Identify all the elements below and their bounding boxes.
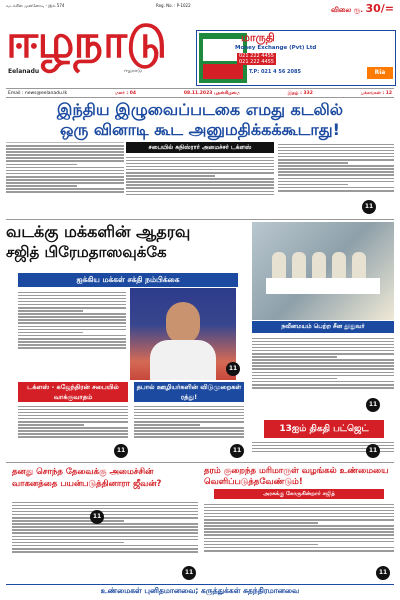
text-line bbox=[126, 194, 274, 196]
page-ref-badge[interactable]: 11 bbox=[230, 444, 244, 458]
text-line bbox=[18, 347, 126, 349]
text-line bbox=[12, 548, 198, 550]
story-text-postal bbox=[134, 404, 244, 458]
speaker-photo bbox=[130, 288, 236, 380]
text-line bbox=[252, 350, 394, 352]
text-line bbox=[278, 165, 394, 167]
text-line bbox=[204, 519, 394, 521]
text-line bbox=[134, 427, 244, 429]
text-line bbox=[18, 406, 128, 408]
text-line bbox=[6, 164, 77, 166]
lead-headline[interactable] bbox=[6, 100, 394, 140]
text-line bbox=[278, 153, 394, 155]
page-ref-badge[interactable]: 11 bbox=[226, 362, 240, 376]
text-line bbox=[6, 188, 124, 190]
brand-tamil-small: ஈழநாடு bbox=[124, 68, 142, 74]
text-line bbox=[252, 365, 394, 367]
text-line bbox=[134, 436, 244, 438]
advertisement-title: மாருதி bbox=[241, 31, 275, 44]
text-line bbox=[278, 162, 348, 164]
page-ref-badge[interactable]: 11 bbox=[114, 444, 128, 458]
text-line bbox=[12, 523, 198, 525]
text-line bbox=[18, 424, 84, 426]
text-line bbox=[6, 185, 77, 187]
text-line bbox=[6, 148, 124, 150]
text-line bbox=[252, 368, 394, 370]
lead-column-middle bbox=[126, 155, 274, 215]
text-line bbox=[278, 144, 394, 146]
sajith-subhead: அரசுக்கு கோருகின்றார் சஜித் bbox=[214, 489, 384, 499]
advertisement-phone-2: 021 222 4455 bbox=[239, 59, 274, 65]
text-line bbox=[204, 550, 394, 552]
email-link[interactable]: Email : news@eelanadu.lk bbox=[8, 90, 68, 96]
text-line bbox=[12, 536, 198, 538]
text-line bbox=[252, 353, 394, 355]
partner-logo: Ria bbox=[367, 67, 393, 79]
text-line bbox=[18, 427, 128, 429]
text-line bbox=[278, 190, 394, 192]
text-line bbox=[18, 301, 126, 303]
text-line bbox=[6, 176, 124, 178]
text-line bbox=[134, 412, 244, 414]
jeevan-story-text bbox=[12, 500, 198, 580]
text-line bbox=[204, 522, 318, 524]
date-label: 08.11.2023 புதன்கிழமை bbox=[183, 91, 240, 96]
text-line bbox=[18, 295, 126, 297]
second-story-text bbox=[18, 290, 126, 378]
footer-slogan: உண்மைகள் புனிதமானவை; கருத்துக்கள் சுதந்திரமானவை bbox=[6, 584, 394, 596]
volume-label: மலர் : 04 bbox=[115, 91, 136, 96]
lead-headline-line-1: இந்திய இழுவைப்படகை எமது கடலில் bbox=[56, 100, 344, 119]
text-line bbox=[12, 529, 198, 531]
text-line bbox=[278, 174, 394, 176]
text-line bbox=[134, 421, 244, 423]
text-line bbox=[252, 442, 394, 444]
text-line bbox=[134, 430, 244, 432]
second-headline-line-2: சஜித் பிரேமதாஸவுக்கே bbox=[6, 243, 167, 261]
text-line bbox=[6, 191, 124, 193]
text-line bbox=[18, 415, 128, 417]
text-line bbox=[134, 409, 244, 411]
text-line bbox=[134, 415, 244, 417]
text-line bbox=[278, 171, 394, 173]
story-text-douglas bbox=[18, 404, 128, 458]
price-value: 30/= bbox=[365, 2, 394, 15]
text-line bbox=[18, 421, 128, 423]
text-line bbox=[12, 551, 198, 553]
text-line bbox=[18, 430, 128, 432]
text-line bbox=[18, 310, 83, 312]
text-line bbox=[18, 332, 83, 334]
text-line bbox=[6, 173, 124, 175]
text-line bbox=[252, 381, 394, 383]
text-line bbox=[204, 504, 394, 506]
text-line bbox=[18, 409, 128, 411]
text-line bbox=[204, 516, 394, 518]
text-line bbox=[18, 298, 126, 300]
registration-number: Reg. No. : P-1022 bbox=[156, 3, 191, 8]
text-line bbox=[18, 341, 126, 343]
budget-heading[interactable]: 13ஐம் திகதி பட்ஜெட் bbox=[264, 420, 384, 438]
text-line bbox=[252, 359, 394, 361]
text-line bbox=[18, 329, 126, 331]
newspaper-logo bbox=[6, 14, 186, 84]
text-line bbox=[6, 145, 124, 147]
sajith-story-text bbox=[204, 502, 394, 580]
text-line bbox=[252, 344, 394, 346]
lead-column-left bbox=[6, 142, 124, 218]
text-line bbox=[204, 544, 318, 546]
text-line bbox=[18, 335, 126, 337]
second-headline[interactable] bbox=[6, 222, 246, 272]
text-line bbox=[278, 184, 348, 186]
text-line bbox=[126, 157, 274, 159]
text-line bbox=[204, 528, 394, 530]
page-ref-badge[interactable]: 11 bbox=[182, 566, 196, 580]
text-line bbox=[12, 517, 198, 519]
masthead-tagline: வடக்கின் முன்னோடி - இல் 574 bbox=[6, 3, 65, 8]
page-ref-badge[interactable]: 11 bbox=[90, 510, 104, 524]
text-line bbox=[12, 514, 198, 516]
text-line bbox=[204, 547, 394, 549]
issue-info-bar bbox=[6, 88, 394, 98]
text-line bbox=[204, 510, 394, 512]
text-line bbox=[126, 187, 274, 189]
text-line bbox=[252, 372, 394, 374]
text-line bbox=[278, 147, 394, 149]
text-line bbox=[252, 378, 337, 380]
text-line bbox=[278, 178, 394, 180]
text-line bbox=[134, 433, 244, 435]
meeting-photo-caption: நவீனமயம் பெற்ற சீன தூதுவர் bbox=[252, 321, 394, 333]
text-line bbox=[126, 184, 274, 186]
text-line bbox=[126, 175, 215, 177]
text-line bbox=[18, 338, 126, 340]
text-line bbox=[126, 178, 274, 180]
sajith-headline[interactable]: தரம் குறைந்த மரிமாருள் வழங்கல் உண்மையை வெளிப்படுத்தவேண்டும்! bbox=[204, 466, 389, 487]
divider bbox=[6, 219, 394, 220]
advertisement bbox=[196, 30, 396, 86]
text-line bbox=[12, 542, 124, 544]
text-line bbox=[18, 313, 126, 315]
price-box bbox=[331, 2, 394, 15]
text-line bbox=[6, 167, 124, 169]
text-line bbox=[18, 326, 126, 328]
text-line bbox=[252, 384, 394, 386]
story-heading-douglas[interactable]: டக்ளஸ் - கஜேந்திரன் சபையில் வாக்குவாதம் bbox=[18, 382, 128, 402]
text-line bbox=[126, 169, 274, 171]
brand-name: ஈழநாடு bbox=[6, 14, 167, 68]
text-line bbox=[278, 159, 394, 161]
text-line bbox=[126, 160, 274, 162]
text-line bbox=[12, 532, 198, 534]
second-headline-line-1: வடக்கு மக்களின் ஆதரவு bbox=[6, 222, 191, 241]
text-line bbox=[204, 525, 394, 527]
text-line bbox=[18, 433, 128, 435]
text-line bbox=[252, 347, 394, 349]
text-line bbox=[252, 387, 394, 389]
advertisement-subtitle: Money Exchange (Pvt) Ltd bbox=[235, 45, 317, 51]
text-line bbox=[278, 187, 394, 189]
text-line bbox=[12, 539, 198, 541]
text-line bbox=[12, 520, 124, 522]
advertisement-tp: T.P: 021 4 56 2085 bbox=[249, 69, 301, 75]
text-line bbox=[134, 424, 200, 426]
price-label: விலை ரூ. bbox=[330, 6, 364, 14]
text-line bbox=[6, 160, 124, 162]
text-line bbox=[126, 172, 274, 174]
jeevan-headline[interactable]: தனது சொந்த தேவைக்கு அமைச்சின் வாகனத்தை பயன்படுத்தினாரா ஜீவன்? bbox=[12, 467, 162, 489]
text-line bbox=[12, 502, 198, 504]
text-line bbox=[6, 182, 124, 184]
text-line bbox=[6, 151, 124, 153]
page-ref-badge[interactable]: 11 bbox=[366, 398, 380, 412]
text-line bbox=[18, 436, 128, 438]
text-line bbox=[6, 170, 124, 172]
text-line bbox=[252, 362, 394, 364]
text-line bbox=[12, 545, 198, 547]
text-line bbox=[252, 341, 394, 343]
text-line bbox=[126, 181, 274, 183]
text-line bbox=[18, 307, 126, 309]
text-line bbox=[204, 534, 394, 536]
page-ref-badge[interactable]: 11 bbox=[376, 566, 390, 580]
text-line bbox=[12, 508, 198, 510]
text-line bbox=[204, 541, 394, 543]
text-line bbox=[12, 505, 198, 507]
text-line bbox=[278, 150, 394, 152]
text-line bbox=[12, 511, 198, 513]
text-line bbox=[18, 292, 126, 294]
advertisement-phone-1: 021 222 4455 bbox=[239, 53, 274, 59]
page-ref-badge[interactable]: 11 bbox=[366, 444, 380, 458]
text-line bbox=[18, 344, 126, 346]
text-line bbox=[134, 406, 244, 408]
text-line bbox=[252, 356, 337, 358]
text-line bbox=[6, 154, 124, 156]
text-line bbox=[278, 168, 394, 170]
text-line bbox=[18, 418, 128, 420]
text-line bbox=[204, 538, 394, 540]
text-line bbox=[18, 316, 126, 318]
text-line bbox=[204, 507, 394, 509]
lead-column-right bbox=[278, 142, 394, 218]
text-line bbox=[6, 157, 124, 159]
text-line bbox=[18, 304, 126, 306]
text-line bbox=[204, 513, 394, 515]
issue-label: இதழ் : 332 bbox=[287, 91, 313, 96]
text-line bbox=[134, 418, 244, 420]
text-line bbox=[18, 322, 126, 324]
text-line bbox=[204, 531, 394, 533]
text-line bbox=[18, 412, 128, 414]
lead-subhead: சபையில் சுநிஸ்ரார் அமைச்சர் டக்ளஸ் bbox=[126, 142, 274, 153]
text-line bbox=[12, 526, 198, 528]
text-line bbox=[252, 338, 394, 340]
meeting-photo bbox=[252, 222, 394, 320]
text-line bbox=[18, 319, 126, 321]
text-line bbox=[126, 191, 274, 193]
divider bbox=[6, 462, 394, 463]
text-line bbox=[126, 166, 274, 168]
story-heading-postal[interactable]: தபால் ஊழியர்களின் விடுமுறைகள் ரத்து! bbox=[134, 382, 244, 402]
text-line bbox=[278, 156, 394, 158]
text-line bbox=[252, 375, 394, 377]
second-headline-band: ஐக்கிய மக்கள் சக்தி நம்பிக்கை bbox=[18, 273, 238, 287]
page-ref-badge[interactable]: 11 bbox=[362, 200, 376, 214]
text-line bbox=[126, 163, 274, 165]
lead-headline-line-2: ஒரு வினாடி கூட அனுமதிக்கக்கூடாது! bbox=[60, 120, 340, 139]
pages-label: பக்கங்கள் : 12 bbox=[360, 91, 392, 96]
text-line bbox=[6, 179, 124, 181]
brand-latin: Eelanadu bbox=[8, 68, 40, 75]
text-line bbox=[278, 181, 394, 183]
